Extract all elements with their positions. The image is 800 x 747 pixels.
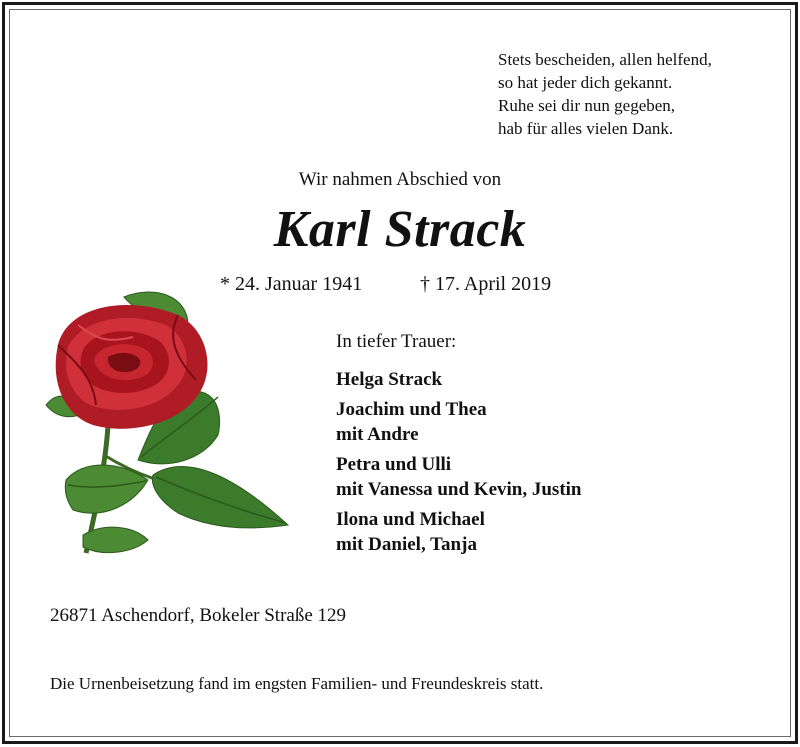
- mourner-name: mit Vanessa und Kevin, Justin: [336, 479, 582, 500]
- mourning-heading: In tiefer Trauer:: [336, 331, 457, 352]
- birth-date: * 24. Januar 1941: [220, 273, 363, 295]
- deceased-name: Karl Strack: [273, 201, 527, 258]
- mourner-group: [336, 452, 582, 502]
- mourner-name: Ilona und Michael: [336, 509, 485, 530]
- rose-leaf: [152, 467, 288, 528]
- mourner-list: [336, 367, 582, 562]
- mourner-group: [336, 507, 582, 557]
- closing-note: Die Urnenbeisetzung fand im engsten Familien- und Freundeskreis statt.: [50, 674, 544, 693]
- address: 26871 Aschendorf, Bokeler Straße 129: [50, 605, 347, 626]
- poem-line: so hat jeder dich gekannt.: [498, 73, 673, 92]
- mourner-name: Petra und Ulli: [336, 454, 452, 475]
- mourner-name: mit Daniel, Tanja: [336, 534, 477, 555]
- rose-image: [38, 285, 298, 560]
- rose-leaf: [83, 527, 148, 552]
- poem-line: Stets bescheiden, allen helfend,: [498, 50, 712, 69]
- poem-line: hab für alles vielen Dank.: [498, 119, 674, 138]
- poem-line: Ruhe sei dir nun gegeben,: [498, 96, 676, 115]
- mourner-name: Helga Strack: [336, 369, 443, 390]
- mourner-name: Joachim und Thea: [336, 399, 487, 420]
- intro-text: Wir nahmen Abschied von: [298, 169, 502, 190]
- mourner-group: [336, 367, 582, 392]
- death-date: † 17. April 2019: [420, 273, 552, 295]
- mourner-group: [336, 397, 582, 447]
- mourner-name: mit Andre: [336, 424, 419, 445]
- poem: [498, 48, 712, 140]
